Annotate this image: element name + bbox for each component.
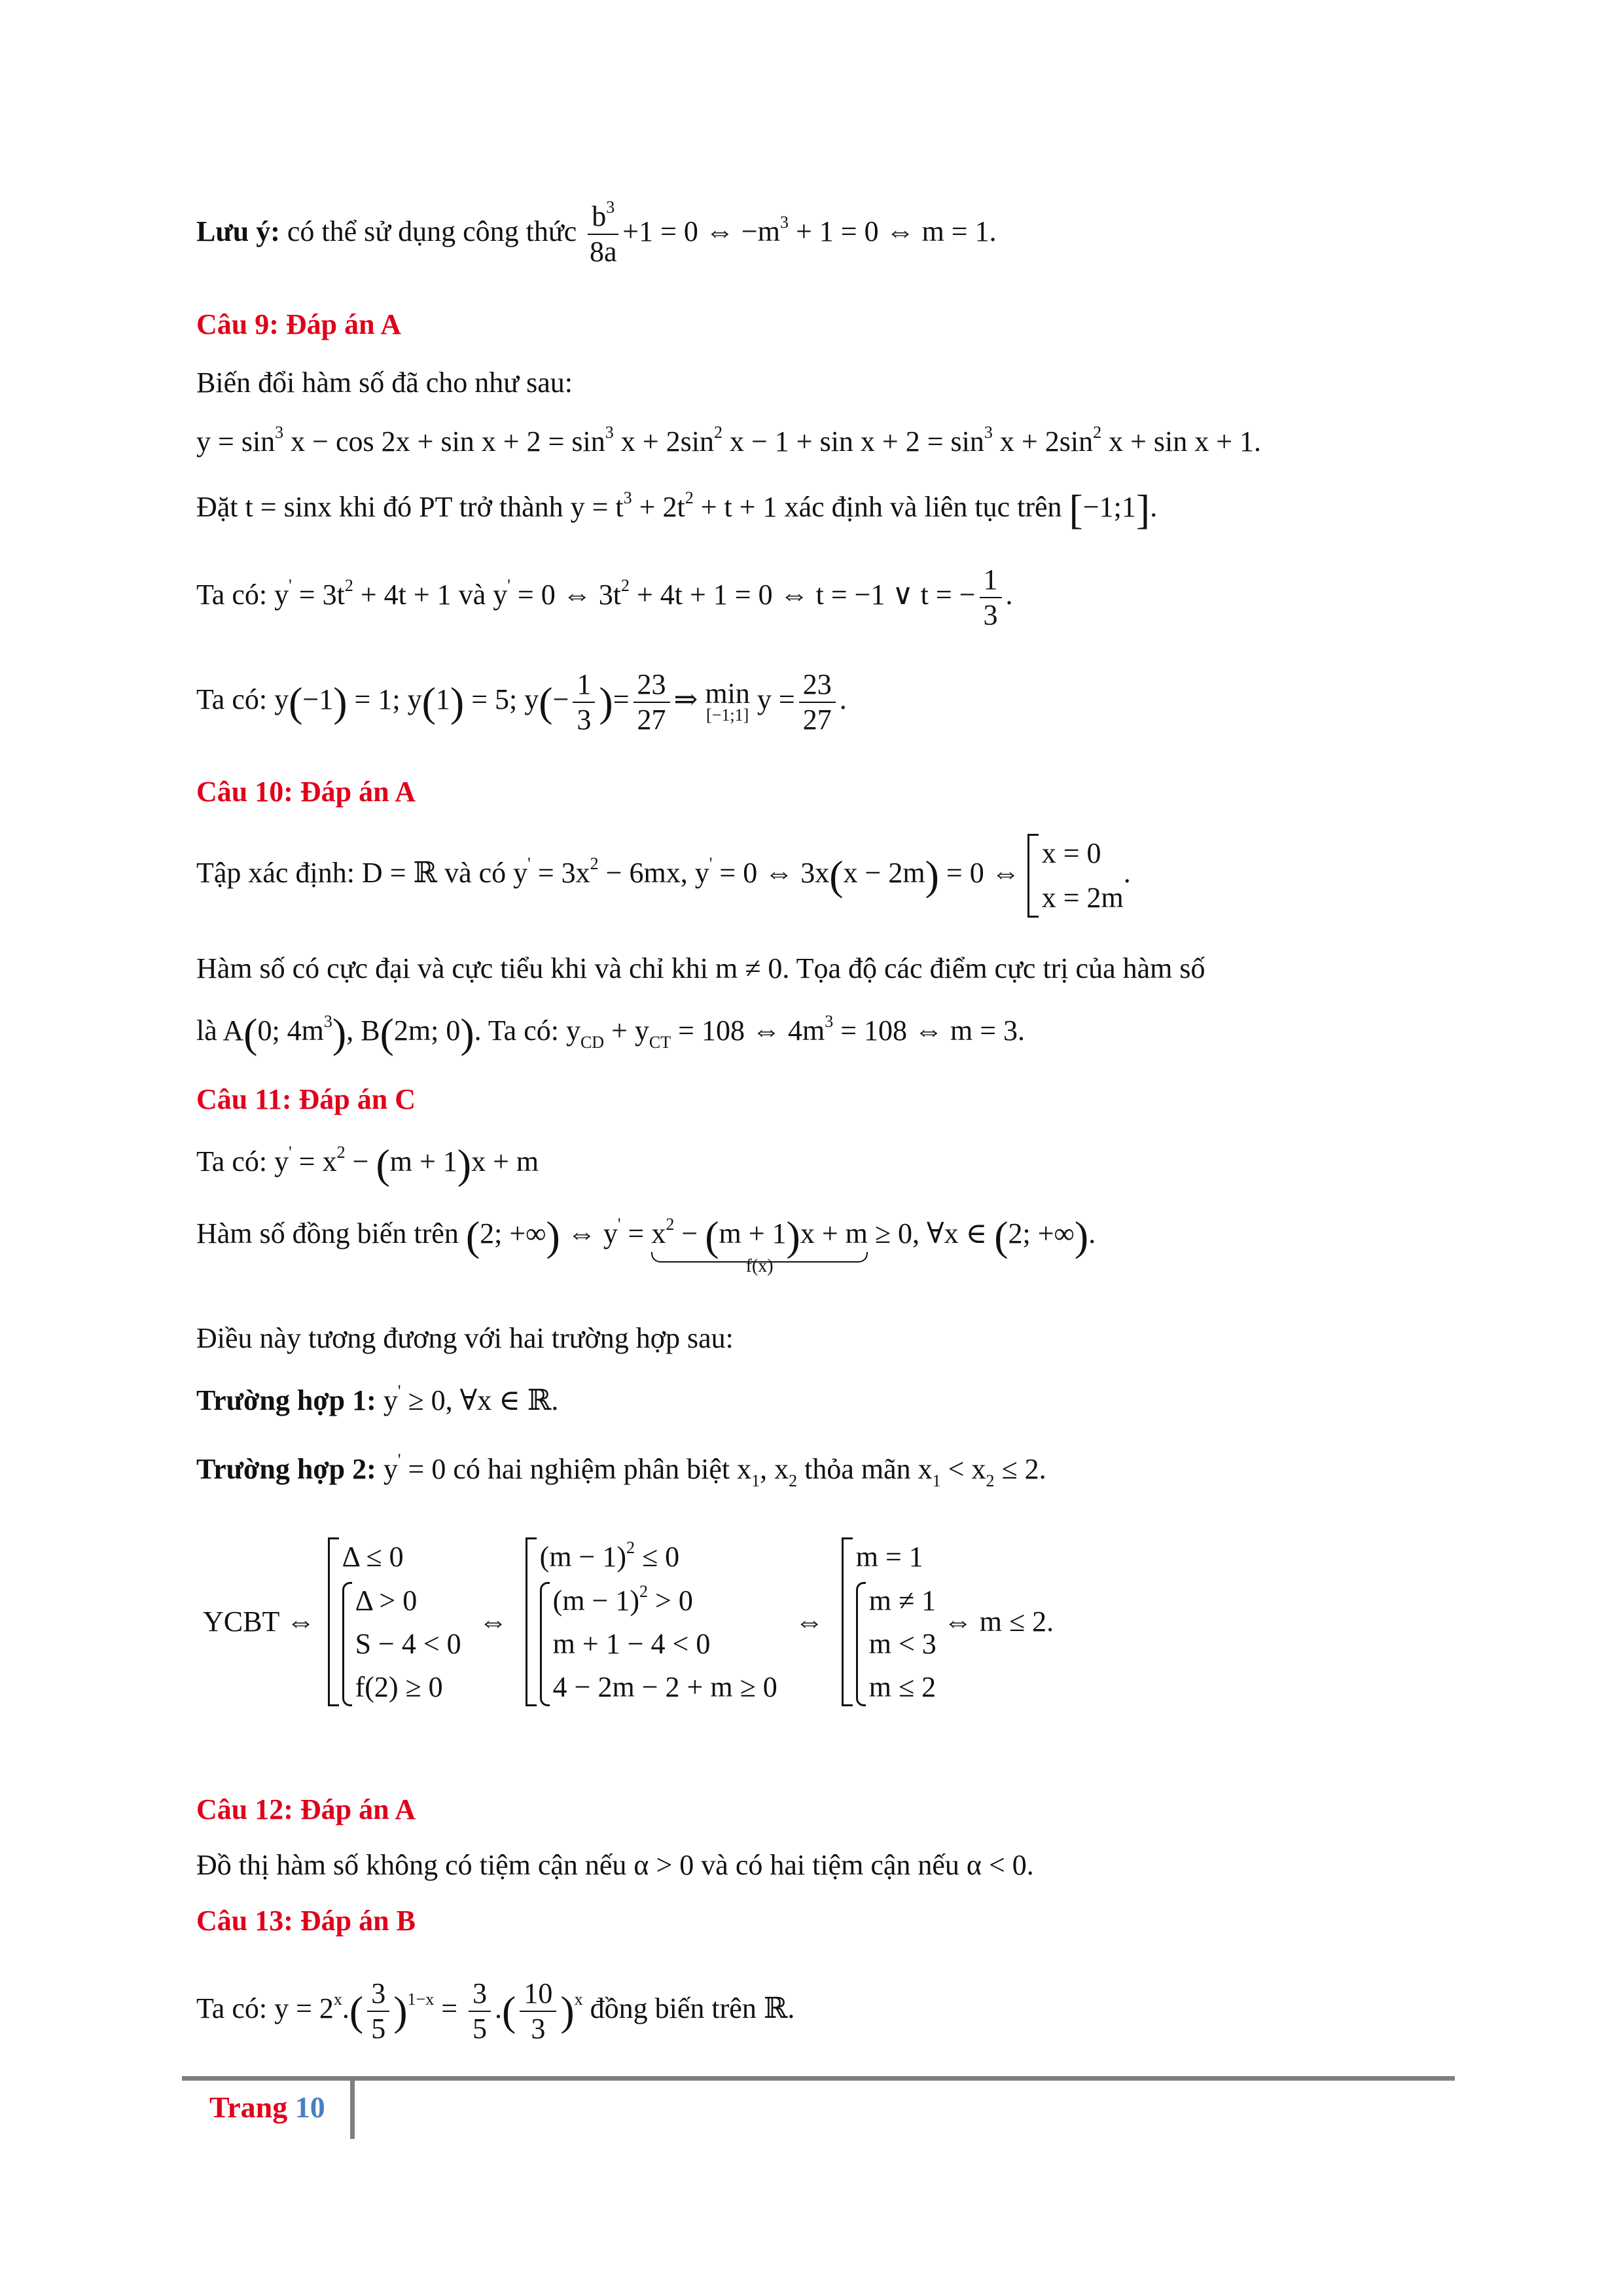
q11-dong-bien: Hàm số đồng biến trên (196, 1217, 459, 1249)
q11-ycbt-label: YCBT (203, 1605, 279, 1638)
note-text: có thể sử dụng công thức (287, 215, 577, 248)
q10-condition: Hàm số có cực đại và cực tiểu khi và chỉ khi m ≠ 0. Tọa độ các điểm cực trị của hàm số (196, 952, 1205, 984)
q12-text-b: và có hai tiệm cận nếu (701, 1849, 959, 1881)
q10-taco: Ta có: (488, 1014, 559, 1047)
fraction: $\frac{1}{3}$ (980, 563, 1002, 632)
ycbt-system-2: $(m - 1)^2 \le 0$ $(m - 1)^2 > 0$ m + 1 − 4 < 0 4 − 2m − 2 + m ≥ 0 (526, 1535, 777, 1709)
q9-taco-1: Ta có: (196, 579, 268, 611)
q11-case1: Trường hợp 1: y' ≥ 0, ∀x ∈ ℝ. (196, 1382, 559, 1416)
fraction: $\frac{b^3}{8a}$ (588, 200, 618, 269)
q12-heading: Câu 12: Đáp án A (196, 1793, 416, 1825)
q9-derivative: Ta có: $y' = 3t^2 + 4t + 1$ và y' = 0 ⇔ $3t^2 + 4t + 1 = 0$ ⇔ t = −1 ∨ t = − $\frac{1}{3}$ . (196, 564, 1013, 631)
underbrace-fx: $x^2 - (m + 1)x + m$ f(x) (651, 1214, 868, 1282)
q10-cuc-tri: Hàm số có cực đại và cực tiểu khi và chỉ khi (196, 952, 708, 984)
q12-line1: Đồ thị hàm số không có tiệm cận nếu α > 0 và có hai tiệm cận nếu α < 0. (196, 1849, 1034, 1881)
q9-taco-2: Ta có: (196, 683, 268, 716)
ycbt-system-3: m = 1 m ≠ 1 m < 3 m ≤ 2 (842, 1535, 936, 1709)
q13-formula: Ta có: $y = 2^x$.( $\frac{3}{5}$ )$^{1-x}$ = $\frac{3}{5}$ .( $\frac{10}{3}$ )$^x$ đồng biến trên ℝ. (196, 1977, 795, 2045)
q11-line3: Điều này tương đương với hai trường hợp sau: (196, 1322, 734, 1354)
ycbt-subsystem-2: $(m - 1)^2 > 0$ m + 1 − 4 < 0 4 − 2m − 2 + m ≥ 0 (540, 1579, 777, 1709)
q10-toa-do: Tọa độ các điểm cực trị của hàm số (796, 952, 1205, 984)
ycbt-subsystem-3: m ≠ 1 m < 3 m ≤ 2 (856, 1579, 936, 1709)
q11-taco: Ta có: (196, 1145, 268, 1177)
footer-separator (350, 2076, 355, 2139)
fraction: $\frac{10}{3}$ (520, 1977, 556, 2046)
page-footer (209, 2090, 325, 2125)
q11-derivative: Ta có: $y' = x^2 - (m + 1)x + m$ (196, 1140, 539, 1187)
q10-domain: Tập xác định: D = ℝ và có $y' = 3x^2 - 6mx$, y' = 0 ⇔ 3x(x − 2m) = 0 ⇔ x = 0 x = 2m . (196, 831, 1131, 920)
page-number: 10 (294, 2090, 325, 2124)
q10-la: là (196, 1014, 217, 1047)
footer-rule (182, 2076, 1455, 2081)
footer-label: Trang (209, 2090, 288, 2124)
fraction: $\frac{3}{5}$ (469, 1977, 491, 2046)
q11-case2: Trường hợp 2: y' = 0 có hai nghiệm phân biệt $x_1$, $x_2$ thỏa mãn $x_1 < x_2 \le 2$. (196, 1450, 1046, 1490)
q11-thoa-man: thỏa mãn (804, 1453, 911, 1485)
q11-ycbt: YCBT ⇔ Δ ≤ 0 Δ > 0 S − 4 < 0 f(2) ≥ 0 ⇔ $(m - 1)^2 \le 0$ $(m - 1)^2 > 0$ m + 1 − 4 < 0 4 − 2m − 2 + m ≥ 0 ⇔ m = 1 m ≠ 1 m < 3 m ≤ 2 ⇔ m ≤ 2. (203, 1535, 1054, 1709)
note-label: Lưu ý: (196, 215, 280, 248)
q11-case1-label: Trường hợp 1: (196, 1384, 376, 1416)
q9-heading: Câu 9: Đáp án A (196, 308, 401, 340)
ycbt-system-1: Δ ≤ 0 Δ > 0 S − 4 < 0 f(2) ≥ 0 (328, 1535, 461, 1709)
ycbt-subsystem-1: Δ > 0 S − 4 < 0 f(2) ≥ 0 (342, 1579, 461, 1709)
q9-khi-do: khi đó PT trở thành (338, 491, 563, 523)
q9-xac-dinh: xác định và liên tục trên (784, 491, 1062, 523)
q10-points: là A(0; $4m^3$), B(2m; 0). Ta có: $y_{CD} + y_{CT} = 108$ ⇔ $4m^3 = 108$ ⇔ m = 3. (196, 1009, 1026, 1056)
q13-taco: Ta có: (196, 1992, 268, 2025)
fraction: $\frac{23}{27}$ (799, 668, 836, 737)
q13-heading: Câu 13: Đáp án B (196, 1905, 416, 1937)
fraction: $\frac{3}{5}$ (367, 1977, 389, 2046)
q10-va-co: và có (444, 857, 507, 889)
q10-heading: Câu 10: Đáp án A (196, 776, 416, 808)
solution-bracket: x = 0 x = 2m (1027, 831, 1124, 920)
fraction: $\frac{1}{3}$ (573, 668, 595, 737)
q10-txd: Tập xác định: (196, 857, 355, 889)
q11-heading: Câu 11: Đáp án C (196, 1083, 416, 1115)
q9-and: và (458, 579, 486, 611)
q11-monotonic: Hàm số đồng biến trên (2; +∞) ⇔ $y' = x^2 - (m + 1)x + m$ f(x) ≥ 0, ∀x ∈ (2; +∞). (196, 1214, 1096, 1282)
q11-case2-text: có hai nghiệm phân biệt (453, 1453, 730, 1485)
q9-formula: $y = \sin^3 x - \cos 2x + \sin x + 2 = \sin^3 x + 2\sin^2$ $x - 1 + \sin x + 2 = \sin^3 x + 2\sin^2$ x + sin x + 1. (196, 423, 1262, 457)
q9-substitution: Đặt t = sinx khi đó PT trở thành $y = t^3 + 2t^2 + t + 1$ xác định và liên tục trên [−1;1]. (196, 486, 1158, 533)
q9-dat: Đặt (196, 491, 238, 523)
q9-line1: Biến đổi hàm số đã cho như sau: (196, 367, 573, 399)
fraction: $\frac{23}{27}$ (633, 668, 670, 737)
q13-tail: đồng biến trên (590, 1992, 757, 2025)
note-line: Lưu ý: có thể sử dụng công thức $\frac{b^3}{8a}$ +1 = 0 ⇔ $-m^3 + 1 = 0$ ⇔ m = 1. (196, 198, 997, 268)
min-operator: min [−1;1] (705, 677, 750, 725)
q11-case2-label: Trường hợp 2: (196, 1453, 376, 1485)
q12-text-a: Đồ thị hàm số không có tiệm cận nếu (196, 1849, 627, 1881)
q9-values: Ta có: y(−1) = 1; y(1) = 5; y(− $\frac{1}{3}$ )= $\frac{23}{27}$ ⇒ min [−1;1] y = $\frac{23}{27}$ . (196, 668, 847, 736)
